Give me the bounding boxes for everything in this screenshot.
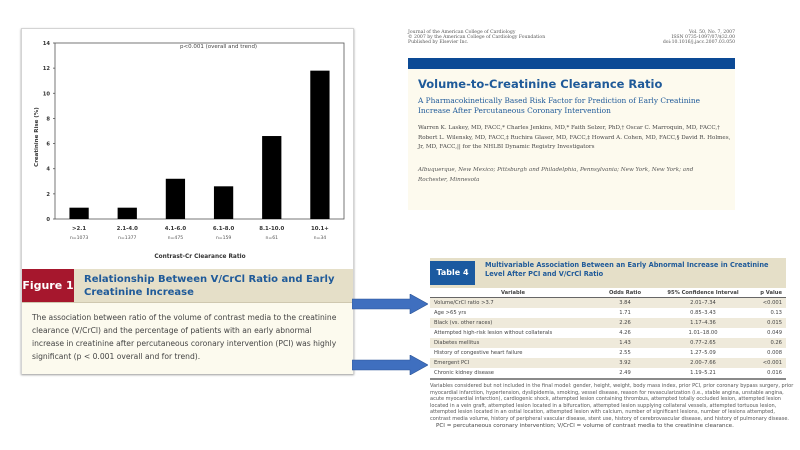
table-footnote-block: [430, 383, 796, 430]
x-tick-label: 4.1-6.0: [164, 226, 187, 232]
x-axis-label: Contrast-Cr Clearance Ratio: [154, 254, 246, 260]
table-row: [430, 348, 786, 358]
bar: [214, 186, 233, 219]
cell-odds-ratio: 2.55: [619, 350, 631, 356]
journal-banner: [408, 58, 735, 69]
cell-ci: 1.27–5.09: [690, 350, 716, 356]
table-row: [430, 358, 786, 368]
bar: [69, 208, 88, 219]
article-title-block: [408, 69, 735, 210]
cell-odds-ratio: 1.71: [619, 310, 631, 316]
table-row: [430, 368, 786, 379]
cell-ci: 1.19–5.21: [654, 368, 752, 379]
cell-p-value: 0.26: [752, 338, 786, 348]
table-row: [430, 328, 786, 338]
table-row: [430, 338, 786, 348]
cell-ci: 2.01–7.34: [654, 298, 752, 309]
figure-caption: The association between ratio of the volume of contrast media to the creatinine clearance (V/CrCl) and the percentage of patients with an early abnormal increase in creatinine after percutaneous coronary intervention (PCI) was highly significant (p < 0.001 overall and for trend).: [32, 313, 337, 361]
y-tick-label: 2: [46, 191, 50, 198]
cell-p-value: <0.001: [752, 298, 786, 309]
sample-size-label: n=61: [265, 236, 279, 241]
sample-size-label: n=34: [313, 236, 327, 241]
figure-header: [22, 269, 353, 302]
x-tick-label: 8.1-10.0: [259, 226, 285, 232]
cell-p-value: 0.015: [752, 318, 786, 328]
journal-copyright: © 2007 by the American College of Cardiology Foundation: [408, 35, 546, 41]
cell-odds-ratio: 3.92: [596, 358, 654, 368]
cell-ci: 1.01–18.00: [688, 330, 718, 336]
arrow-shape: [352, 294, 428, 314]
sample-size-label: n=1073: [69, 236, 89, 241]
column-header: Odds Ratio: [596, 288, 654, 298]
cell-variable: Attempted high-risk lesion without collaterals: [434, 330, 553, 336]
y-axis-label: Creatinine Rise (%): [34, 107, 40, 167]
table-row: [430, 298, 786, 309]
bar-chart: [22, 29, 353, 269]
cell-ci: 0.85–3.43: [690, 310, 716, 316]
cell-variable: History of congestive heart failure: [434, 350, 523, 356]
figure-title: Relationship Between V/CrCl Ratio and Early Creatinine Increase: [84, 274, 335, 298]
journal-meta-left: [408, 30, 545, 46]
x-tick-label: 2.1-4.0: [116, 226, 138, 232]
arrow-right-icon: [352, 355, 428, 375]
y-tick-label: 4: [46, 166, 50, 173]
cell-p-value: 0.016: [752, 368, 786, 379]
y-tick-label: 12: [42, 66, 50, 73]
cell-p-value: 0.13: [770, 310, 782, 316]
article-header: [408, 28, 735, 210]
column-header: p Value: [752, 288, 786, 298]
table-abbreviations: PCI = percutaneous coronary intervention; V/CrCl = volume of contrast media to the creatinine clearance.: [436, 422, 734, 429]
plot-frame: [55, 43, 344, 219]
results-table: [430, 288, 786, 380]
arrow-right-icon: [352, 294, 428, 314]
cell-variable: Volume/CrCl ratio >3.7: [430, 298, 596, 309]
cell-p-value: 0.049: [767, 330, 782, 336]
figure-panel: [21, 28, 354, 374]
bar: [166, 179, 185, 219]
sample-size-label: n=475: [167, 236, 184, 241]
sample-size-label: n=1377: [118, 236, 137, 241]
cell-p-value: <0.001: [752, 358, 786, 368]
y-tick-label: 10: [42, 91, 50, 98]
chart-annotation: p<0.001 (overall and trend): [180, 44, 258, 50]
cell-ci: 1.17–4.36: [654, 318, 752, 328]
cell-variable: Age >65 yrs: [434, 310, 467, 316]
journal-doi: doi:10.1016/j.jacc.2007.03.050: [662, 40, 735, 46]
bar: [262, 136, 281, 219]
journal-volume: Vol. 50, No. 7, 2007: [689, 30, 735, 35]
table-label: Table 4: [430, 261, 475, 285]
cell-odds-ratio: 2.26: [596, 318, 654, 328]
x-tick-label: 6.1-8.0: [212, 226, 235, 232]
journal-issn: ISSN 0735-1097/07/$32.00: [671, 35, 735, 41]
cell-variable: Diabetes mellitus: [430, 338, 596, 348]
article-title: Volume-to-Creatinine Clearance Ratio: [418, 77, 663, 91]
y-tick-label: 0: [46, 217, 50, 223]
y-tick-label: 14: [42, 41, 50, 47]
table-panel: [430, 258, 796, 430]
table-title: Multivariable Association Between an Early Abnormal Increase in Creatinine Level After PCI and V/CrCl Ratio: [485, 261, 769, 278]
column-header: Variable: [430, 288, 596, 298]
cell-ci: 0.77–2.65: [654, 338, 752, 348]
cell-ci: 2.00–7.66: [654, 358, 752, 368]
cell-odds-ratio: 1.43: [596, 338, 654, 348]
cell-variable: Chronic kidney disease: [430, 368, 596, 379]
article-authors: Warren K. Laskey, MD, FACC,* Charles Jenkins, MD,* Faith Selzer, PhD,† Oscar C. Marroquin, MD, FACC,† Robert L. Wilensky, MD, FACC,‡ Ruchira Glaser, MD, FACC,‡ Howard A. Cohen, MD, FACC,§ David R. Holmes, Jr, MD, FACC,|| for the NHLBI Dynamic Registry Investigators: [418, 125, 731, 150]
journal-meta-right: [663, 30, 735, 46]
sample-size-label: n=159: [215, 236, 232, 241]
x-tick-label: >2.1: [72, 226, 87, 232]
table-footnote: Variables considered but not included in the final model: gender, height, weight, body mass index, prior PCI, prior coronary bypass surgery, prior myocardial infarction, hypertension, dyslipidemia, smoking, vessel disease, reason for revascularization (i.e., stable angina, unstable angina, acute myocardial infarction), cardiogenic shock, attempted lesion containing thrombus, attempted totally occluded lesion, attempted lesion located in a vein graft, attempted lesion located in a bifurcation, attempted lesion supplying collateral vessels, attempted tortuous lesion, attempted lesion located in an ostial location, attempted lesion with calcium, number of significant lesions, number of lesions attempted, contrast media volume, history of peripheral vascular disease, stent use, history of cerebrovascular disease, and history of pulmonary disease.: [430, 383, 794, 422]
cell-odds-ratio: 2.49: [596, 368, 654, 379]
bar: [310, 71, 329, 219]
figure-caption-box: [22, 302, 353, 374]
journal-name: Journal of the American College of Cardiology: [408, 30, 516, 35]
arrow-shape: [352, 355, 428, 375]
column-header: 95% Confidence Interval: [654, 288, 752, 298]
y-tick-label: 8: [46, 116, 50, 123]
table-row: [430, 308, 786, 318]
figure-label: Figure 1: [22, 269, 74, 302]
cell-odds-ratio: 4.26: [619, 330, 631, 336]
cell-p-value: 0.008: [767, 350, 782, 356]
cell-variable: Black (vs. other races): [430, 318, 596, 328]
article-subtitle: A Pharmacokinetically Based Risk Factor for Prediction of Early Creatinine Increase After Percutaneous Coronary Intervention: [418, 96, 700, 115]
cell-variable: Emergent PCI: [430, 358, 596, 368]
table-row: [430, 318, 786, 328]
article-locations: Albuquerque, New Mexico; Pittsburgh and Philadelphia, Pennsylvania; New York, New York; and Rochester, Minnesota: [418, 167, 694, 183]
x-tick-label: 10.1+: [311, 226, 329, 232]
table-header: [430, 258, 786, 288]
y-tick-label: 6: [46, 141, 50, 148]
table-header-row: [430, 288, 786, 298]
cell-odds-ratio: 3.84: [596, 298, 654, 309]
journal-publisher: Published by Elsevier Inc.: [408, 40, 469, 46]
bar: [118, 208, 137, 219]
